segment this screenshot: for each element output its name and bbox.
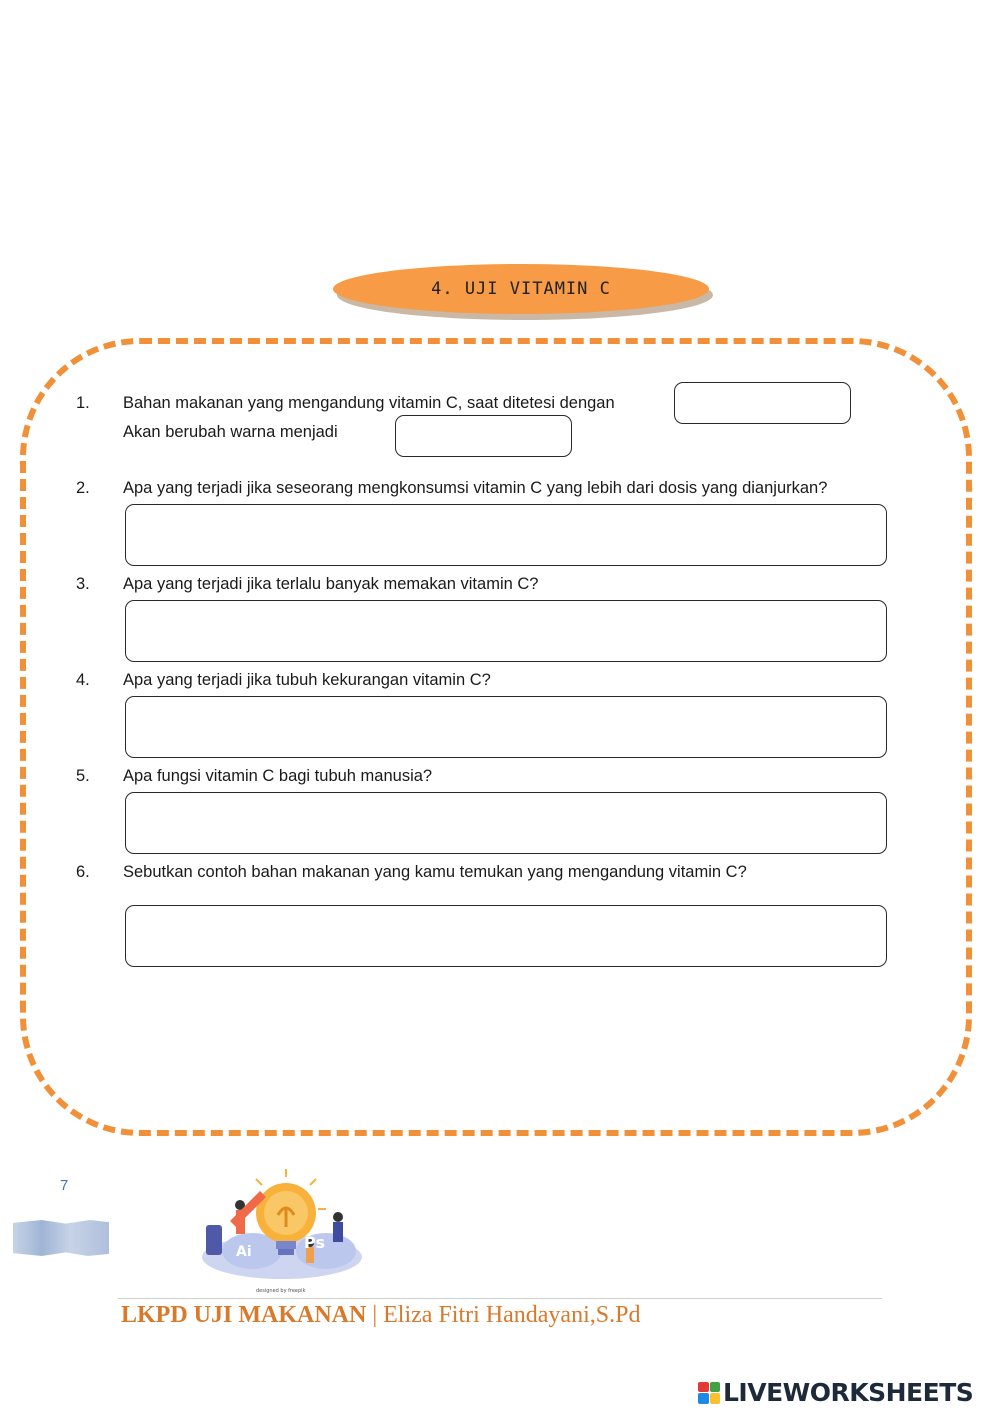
section-title: 4. UJI VITAMIN C <box>333 264 709 314</box>
question-number: 5. <box>76 767 90 785</box>
question-number: 4. <box>76 671 90 689</box>
question-text: Sebutkan contoh bahan makanan yang kamu temukan yang mengandung vitamin C? <box>123 863 747 881</box>
answer-box-2[interactable] <box>125 504 887 566</box>
ai-label: Ai <box>236 1244 252 1260</box>
illustration-credit: designed by freepik <box>256 1288 306 1294</box>
brand-name: LIVEWORKSHEETS <box>723 1378 974 1407</box>
footer <box>121 1302 640 1329</box>
question-text: Apa yang terjadi jika seseorang mengkonsumsi vitamin C yang lebih dari dosis yang dianjurkan? <box>123 479 828 497</box>
ribbon-decoration <box>13 1220 109 1256</box>
question-text: Apa fungsi vitamin C bagi tubuh manusia? <box>123 767 433 785</box>
answer-box-5[interactable] <box>125 792 887 854</box>
liveworksheets-logo-icon <box>698 1382 720 1404</box>
answer-box-1b[interactable] <box>395 415 572 457</box>
question-text: Bahan makanan yang mengandung vitamin C, saat ditetesi dengan <box>123 394 615 412</box>
page-number: 7 <box>60 1177 69 1194</box>
footer-author: Eliza Fitri Handayani,S.Pd <box>383 1302 641 1328</box>
answer-box-4[interactable] <box>125 696 887 758</box>
question-text: Apa yang terjadi jika terlalu banyak memakan vitamin C? <box>123 575 539 593</box>
answer-box-6[interactable] <box>125 905 887 967</box>
ps-label: Ps <box>304 1233 325 1252</box>
question-number: 1. <box>76 394 90 412</box>
question-number: 6. <box>76 863 90 881</box>
answer-box-1a[interactable] <box>674 382 851 424</box>
question-text: Akan berubah warna menjadi <box>123 423 338 441</box>
footer-divider <box>118 1298 882 1299</box>
answer-box-3[interactable] <box>125 600 887 662</box>
footer-separator: | <box>366 1302 384 1328</box>
question-number: 2. <box>76 479 90 497</box>
question-text: Apa yang terjadi jika tubuh kekurangan vitamin C? <box>123 671 491 689</box>
lightbulb-illustration-icon <box>196 1165 368 1293</box>
footer-title: LKPD UJI MAKANAN <box>121 1302 367 1328</box>
liveworksheets-brand <box>698 1378 973 1407</box>
section-title-badge <box>333 264 715 322</box>
question-number: 3. <box>76 575 90 593</box>
